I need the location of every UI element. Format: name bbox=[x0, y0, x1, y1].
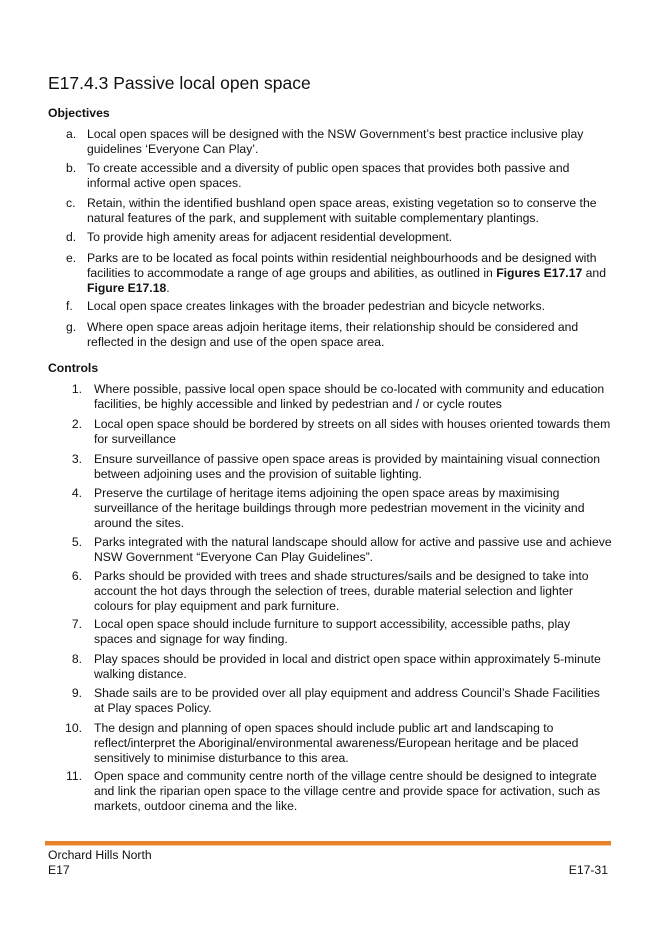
objective-marker: e. bbox=[66, 251, 77, 265]
objective-item bbox=[66, 161, 626, 191]
control-marker: 7. bbox=[71, 617, 82, 631]
objective-text-line: reflected in the design and use of the open space area. bbox=[87, 335, 385, 349]
objective-text-segment: and bbox=[582, 266, 606, 280]
objective-item bbox=[66, 196, 626, 226]
footer-doc-name: Orchard Hills North bbox=[48, 848, 152, 862]
control-item bbox=[48, 486, 628, 531]
objective-item bbox=[66, 127, 626, 157]
objective-text-line: To provide high amenity areas for adjacent residential development. bbox=[87, 230, 453, 244]
objective-text-line: Local open space creates linkages with the broader pedestrian and bicycle networks. bbox=[87, 299, 545, 313]
objective-text-line: informal active open spaces. bbox=[87, 176, 242, 190]
control-marker: 5. bbox=[71, 535, 82, 549]
controls-heading: Controls bbox=[48, 361, 99, 375]
control-text-line: Shade sails are to be provided over all play equipment and address Council’s Shade Facilities bbox=[94, 686, 600, 700]
objective-text-line: Local open spaces will be designed with the NSW Government’s best practice inclusive play bbox=[87, 127, 584, 141]
control-text-line: The design and planning of open spaces should include public art and landscaping to bbox=[94, 721, 554, 735]
control-marker: 4. bbox=[71, 486, 82, 500]
control-text-line: facilities, be highly accessible and linked by pedestrian and / or cycle routes bbox=[94, 397, 502, 411]
footer-page-number: E17-31 bbox=[568, 863, 608, 877]
control-marker: 2. bbox=[71, 417, 82, 431]
control-marker: 3. bbox=[71, 452, 82, 466]
control-text-line: Play spaces should be provided in local and district open space within approximately 5-minute bbox=[94, 652, 601, 666]
control-marker: 8. bbox=[71, 652, 82, 666]
objective-text-line: Where open space areas adjoin heritage items, their relationship should be considered and bbox=[87, 320, 579, 334]
objective-item bbox=[66, 299, 626, 314]
control-text-line: Ensure surveillance of passive open space areas is provided by maintaining visual connection bbox=[94, 452, 601, 466]
control-text-line: colours for play equipment and park furniture. bbox=[94, 599, 340, 613]
objective-item bbox=[66, 251, 626, 296]
control-item bbox=[48, 452, 628, 482]
control-text-line: reflect/interpret the Aboriginal/environmental awareness/European heritage and be placed bbox=[94, 736, 579, 750]
objective-marker: a. bbox=[66, 127, 77, 141]
control-text-line: Parks integrated with the natural landscape should allow for active and passive use and achieve bbox=[94, 535, 612, 549]
control-text-line: at Play spaces Policy. bbox=[94, 701, 212, 715]
objective-text-segment: facilities to accommodate a range of age groups and abilities, as outlined in bbox=[87, 266, 497, 280]
objective-item bbox=[66, 230, 626, 245]
section-title: E17.4.3 Passive local open space bbox=[48, 73, 311, 93]
objective-text-line: guidelines ‘Everyone Can Play’. bbox=[87, 142, 259, 156]
control-text-line: surveillance of the heritage buildings through more pedestrian movement in the vicinity and bbox=[94, 501, 585, 515]
control-item bbox=[48, 569, 628, 614]
control-item bbox=[48, 652, 628, 682]
objective-marker: g. bbox=[66, 320, 77, 334]
objective-marker: c. bbox=[66, 196, 76, 210]
control-text-line: and link the riparian open space to the village centre and provide space for activation, such as bbox=[94, 784, 601, 798]
objective-text-line: To create accessible and a diversity of public open spaces that provides both passive and bbox=[87, 161, 570, 175]
control-text-line: Local open space should be bordered by streets on all sides with houses oriented towards them bbox=[94, 417, 611, 431]
control-marker: 9. bbox=[71, 686, 82, 700]
objective-item bbox=[66, 320, 626, 350]
control-item bbox=[48, 617, 628, 647]
control-item bbox=[48, 686, 628, 716]
control-text-line: sensitively to minimise disturbance to this area. bbox=[94, 751, 349, 765]
control-text-line: Open space and community centre north of the village centre should be designed to integrate bbox=[94, 769, 597, 783]
control-text-line: account the hot days through the selection of trees, durable material selection and lighter bbox=[94, 584, 573, 598]
objective-text-line: Parks are to be located as focal points within residential neighbourhoods and be designed with bbox=[87, 251, 597, 265]
objectives-heading: Objectives bbox=[48, 106, 110, 120]
footer-rule-shadow bbox=[45, 845, 611, 846]
control-text-line: between adjoining uses and the provision of suitable lighting. bbox=[94, 467, 422, 481]
objective-marker: d. bbox=[66, 230, 77, 244]
objective-marker: f. bbox=[66, 299, 73, 313]
objective-text-line: Retain, within the identified bushland open space areas, existing vegetation so to conserve the bbox=[87, 196, 597, 210]
control-text-line: for surveillance bbox=[94, 432, 176, 446]
control-text-line: markets, outdoor cinema and the like. bbox=[94, 799, 298, 813]
control-text-line: Local open space should include furniture to support accessibility, accessible paths, play bbox=[94, 617, 571, 631]
control-text-line: Parks should be provided with trees and shade structures/sails and be designed to take into bbox=[94, 569, 589, 583]
objective-text-line: natural features of the park, and supplement with suitable complementary plantings. bbox=[87, 211, 539, 225]
control-marker: 6. bbox=[71, 569, 82, 583]
control-text-line: NSW Government “Everyone Can Play Guidelines”. bbox=[94, 550, 374, 564]
control-item bbox=[48, 382, 628, 412]
objective-marker: b. bbox=[66, 161, 77, 175]
control-text-line: walking distance. bbox=[94, 667, 187, 681]
objective-text-segment: . bbox=[166, 281, 170, 295]
control-text-line: Preserve the curtilage of heritage items adjoining the open space areas by maximising bbox=[94, 486, 560, 500]
control-marker: 11. bbox=[65, 769, 82, 783]
figure-reference: Figures E17.17 bbox=[496, 266, 583, 280]
control-text-line: spaces and signage for way finding. bbox=[94, 632, 288, 646]
control-marker: 1. bbox=[71, 382, 82, 396]
objective-text-line bbox=[87, 266, 606, 281]
control-item bbox=[48, 721, 628, 766]
control-item bbox=[48, 417, 628, 447]
control-text-line: Where possible, passive local open space should be co-located with community and education bbox=[94, 382, 605, 396]
objective-text-line bbox=[87, 281, 170, 296]
control-text-line: around the sites. bbox=[94, 516, 185, 530]
figure-reference: Figure E17.18 bbox=[87, 281, 167, 295]
control-item bbox=[48, 535, 628, 565]
control-item bbox=[48, 769, 628, 814]
control-marker: 10. bbox=[65, 721, 82, 735]
footer-section: E17 bbox=[48, 863, 70, 877]
